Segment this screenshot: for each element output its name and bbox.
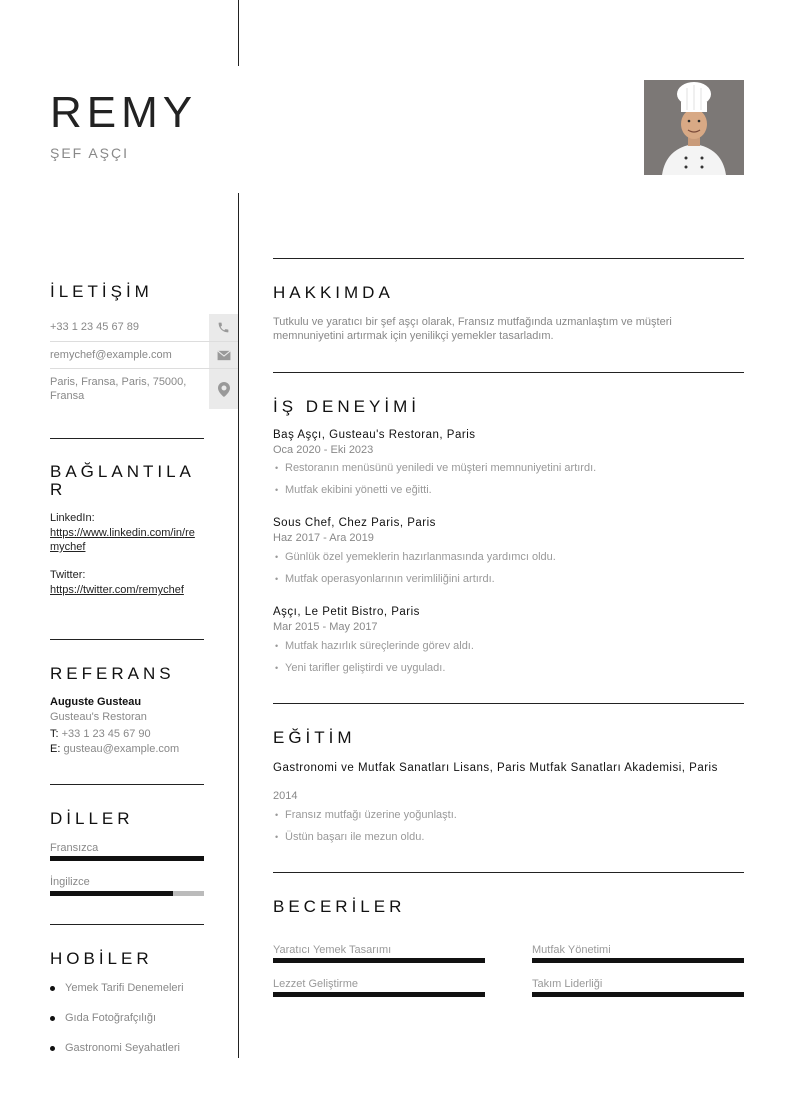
job-bullet: • Restoranın menüsünü yeniledi ve müşteri memnuniyetini artırdı. <box>275 462 597 474</box>
job-bullet: • Mutfak operasyonlarının verimliliğini artırdı. <box>275 573 495 585</box>
skill-level-bar-2 <box>532 958 744 963</box>
job-bullet: • Mutfak ekibini yönetti ve eğitti. <box>275 484 432 496</box>
reference-email[interactable]: gusteau@example.com <box>63 743 180 755</box>
reference-email-label: E: <box>50 743 61 755</box>
hobby-item <box>50 1012 156 1024</box>
job-bullet: • Günlük özel yemeklerin hazırlanmasında yardımcı oldu. <box>275 551 556 563</box>
education-bullet-text: Üstün başarı ile mezun oldu. <box>285 831 425 843</box>
job-bullet: • Yeni tarifler geliştirdi ve uyguladı. <box>275 662 446 674</box>
skill-level-bar-3 <box>273 992 485 997</box>
experience-heading: İŞ DENEYİMİ <box>273 397 420 416</box>
education-bullet: • Fransız mutfağı üzerine yoğunlaştı. <box>275 809 457 821</box>
references-heading: REFERANS <box>50 664 175 683</box>
job-bullet-text: Günlük özel yemeklerin hazırlanmasında yardımcı oldu. <box>285 551 556 563</box>
divider-references <box>50 784 204 785</box>
language-level-bar-1 <box>50 856 204 861</box>
language-level-fill-2 <box>50 891 173 896</box>
links-heading: BAĞLANTILA R <box>50 462 194 499</box>
hobby-label: Gıda Fotoğrafçılığı <box>65 1012 157 1024</box>
mail-icon <box>209 342 238 368</box>
skill-name-4: Takım Liderliği <box>532 978 603 990</box>
contact-email-row <box>50 342 238 369</box>
twitter-link[interactable]: https://twitter.com/remychef <box>50 584 184 596</box>
education-bullet: • Üstün başarı ile mezun oldu. <box>275 831 425 843</box>
reference-name: Auguste Gusteau <box>50 696 142 708</box>
skill-level-bar-4 <box>532 992 744 997</box>
linkedin-label: LinkedIn: <box>50 512 95 524</box>
reference-company: Gusteau's Restoran <box>50 711 147 723</box>
profile-photo <box>644 80 744 175</box>
reference-email-line <box>50 743 179 755</box>
contact-email[interactable]: remychef@example.com <box>50 349 172 361</box>
hobby-label: Yemek Tarifi Denemeleri <box>65 982 184 994</box>
linkedin-link[interactable]: https://www.linkedin.com/in/remychef <box>50 527 195 553</box>
education-bullet-text: Fransız mutfağı üzerine yoğunlaştı. <box>285 809 457 821</box>
languages-heading: DİLLER <box>50 809 134 828</box>
twitter-label: Twitter: <box>50 569 86 581</box>
candidate-job-title: ŞEF AŞÇI <box>50 145 130 161</box>
contact-phone-row <box>50 314 238 342</box>
divider-about <box>273 258 744 259</box>
divider-vertical-top <box>238 0 239 66</box>
language-level-bar-2 <box>50 891 204 896</box>
about-text: Tutkulu ve yaratıcı bir şef aşçı olarak, Fransız mutfağında uzmanlaştım ve müşteri memnuniyetini artırmak için yenilikçi yemekler tasarladım. <box>273 316 672 342</box>
reference-phone-label: T: <box>50 728 59 740</box>
hobby-item <box>50 982 184 994</box>
skill-name-1: Yaratıcı Yemek Tasarımı <box>273 944 392 956</box>
contact-address: Paris, Fransa, Paris, 75000, Fransa <box>50 376 187 402</box>
reference-phone-line <box>50 728 151 740</box>
job-bullet-text: Restoranın menüsünü yeniledi ve müşteri memnuniyetini artırdı. <box>285 462 597 474</box>
job-dates-3: Mar 2015 - May 2017 <box>273 621 378 633</box>
hobby-label: Gastronomi Seyahatleri <box>65 1042 180 1054</box>
candidate-name: REMY <box>50 88 198 137</box>
divider-vertical-main <box>238 193 239 1058</box>
bullet-icon <box>50 1046 55 1051</box>
job-dates-2: Haz 2017 - Ara 2019 <box>273 532 374 544</box>
divider-languages <box>50 924 204 925</box>
location-pin-icon <box>209 369 238 409</box>
skill-level-bar-1 <box>273 958 485 963</box>
job-bullet-text: Yeni tarifler geliştirdi ve uyguladı. <box>285 662 446 674</box>
contact-heading: İLETİŞİM <box>50 282 153 301</box>
education-degree: Gastronomi ve Mutfak Sanatları Lisans, Paris Mutfak Sanatları Akademisi, Paris <box>273 762 718 774</box>
divider-links <box>50 639 204 640</box>
education-heading: EĞİTİM <box>273 728 356 747</box>
skills-heading: BECERİLER <box>273 897 406 916</box>
job-dates-1: Oca 2020 - Eki 2023 <box>273 444 374 456</box>
job-bullet-text: Mutfak operasyonlarının verimliliğini artırdı. <box>285 573 495 585</box>
hobbies-heading: HOBİLER <box>50 949 153 968</box>
divider-contact <box>50 438 204 439</box>
divider-skills <box>273 872 744 873</box>
language-name-2: İngilizce <box>50 876 90 888</box>
contact-phone: +33 1 23 45 67 89 <box>50 321 139 333</box>
language-name-1: Fransızca <box>50 842 99 854</box>
hobby-item <box>50 1042 180 1054</box>
phone-icon <box>209 314 238 341</box>
skill-name-2: Mutfak Yönetimi <box>532 944 611 956</box>
divider-education <box>273 703 744 704</box>
education-year: 2014 <box>273 790 298 802</box>
about-heading: HAKKIMDA <box>273 283 394 302</box>
job-bullet: • Mutfak hazırlık süreçlerinde görev aldı. <box>275 640 474 652</box>
contact-address-row <box>50 369 238 409</box>
language-level-fill-1 <box>50 856 204 861</box>
bullet-icon <box>50 1016 55 1021</box>
job-title-2: Sous Chef, Chez Paris, Paris <box>273 517 436 529</box>
divider-experience <box>273 372 744 373</box>
reference-phone: +33 1 23 45 67 90 <box>61 728 151 740</box>
bullet-icon <box>50 986 55 991</box>
skill-name-3: Lezzet Geliştirme <box>273 978 358 990</box>
job-bullet-text: Mutfak ekibini yönetti ve eğitti. <box>285 484 432 496</box>
job-bullet-text: Mutfak hazırlık süreçlerinde görev aldı. <box>285 640 474 652</box>
job-title-3: Aşçı, Le Petit Bistro, Paris <box>273 606 420 618</box>
job-title-1: Baş Aşçı, Gusteau's Restoran, Paris <box>273 429 476 441</box>
